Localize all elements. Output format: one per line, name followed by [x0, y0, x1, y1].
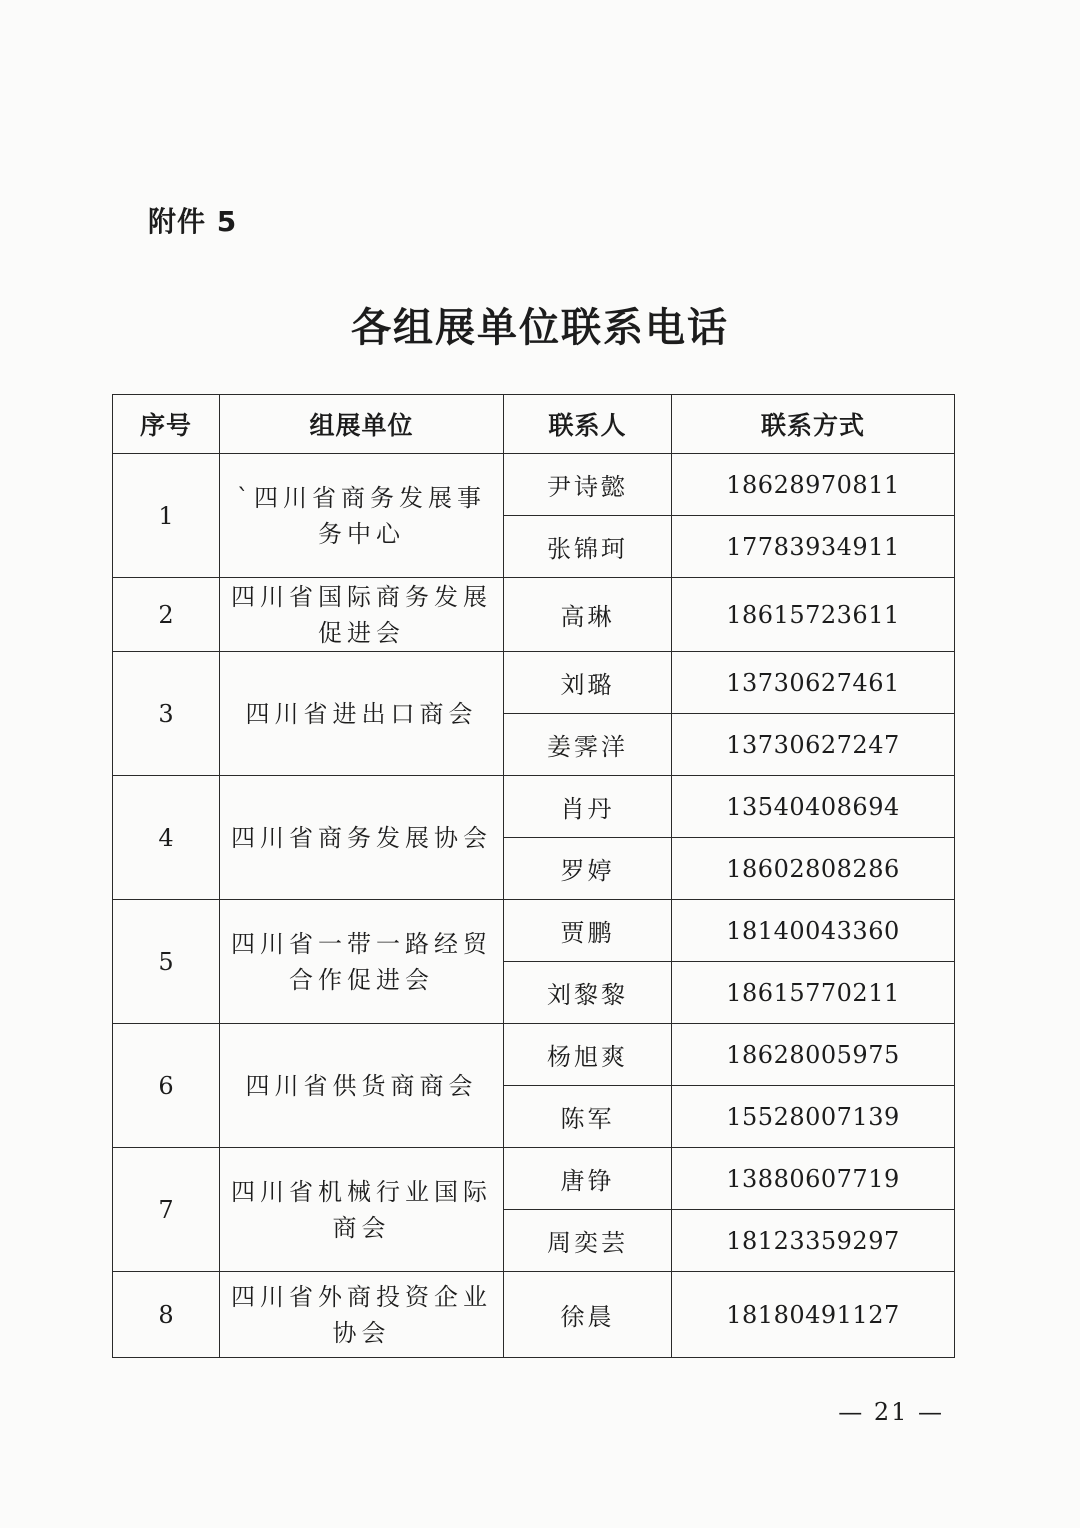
contact-name: 张锦珂 [504, 516, 672, 578]
row-number: 4 [113, 776, 220, 900]
contact-name: 肖丹 [504, 776, 672, 838]
org-name: 四川省机械行业国际商会 [220, 1148, 504, 1272]
row-number: 8 [113, 1272, 220, 1358]
contact-phone: 18602808286 [672, 838, 955, 900]
table-row [113, 652, 955, 714]
org-name: 四川省商务发展协会 [220, 776, 504, 900]
contact-phone: 15528007139 [672, 1086, 955, 1148]
attachment-label: 附件 5 [148, 205, 238, 238]
contact-phone: 18615723611 [672, 578, 955, 652]
header-no: 序号 [113, 395, 220, 454]
contact-name: 周奕芸 [504, 1210, 672, 1272]
table-row [113, 578, 955, 652]
header-contact: 联系人 [504, 395, 672, 454]
org-name: 四川省一带一路经贸合作促进会 [220, 900, 504, 1024]
org-name: 四川省外商投资企业协会 [220, 1272, 504, 1358]
row-number: 7 [113, 1148, 220, 1272]
contact-name: 杨旭爽 [504, 1024, 672, 1086]
contacts-table [112, 394, 955, 1358]
row-number: 2 [113, 578, 220, 652]
contact-name: 陈军 [504, 1086, 672, 1148]
contact-name: 徐晨 [504, 1272, 672, 1358]
page-number: — 21 — [838, 1398, 944, 1426]
contact-name: 刘璐 [504, 652, 672, 714]
row-number: 1 [113, 454, 220, 578]
org-name: 四川省国际商务发展促进会 [220, 578, 504, 652]
table-header-row [113, 395, 955, 454]
contact-name: 尹诗懿 [504, 454, 672, 516]
contact-name: 唐铮 [504, 1148, 672, 1210]
contact-name: 罗婷 [504, 838, 672, 900]
contact-phone: 18123359297 [672, 1210, 955, 1272]
contact-name: 刘黎黎 [504, 962, 672, 1024]
contact-phone: 13540408694 [672, 776, 955, 838]
contact-phone: 18180491127 [672, 1272, 955, 1358]
page-title: 各组展单位联系电话 [351, 305, 729, 351]
contact-phone: 18628970811 [672, 454, 955, 516]
row-number: 3 [113, 652, 220, 776]
table-row [113, 776, 955, 838]
header-org: 组展单位 [220, 395, 504, 454]
row-number: 6 [113, 1024, 220, 1148]
table-row [113, 1148, 955, 1210]
table-body [113, 454, 955, 1358]
contact-phone: 13880607719 [672, 1148, 955, 1210]
contact-name: 贾鹏 [504, 900, 672, 962]
contact-phone: 13730627247 [672, 714, 955, 776]
table-row [113, 900, 955, 962]
contact-phone: 18628005975 [672, 1024, 955, 1086]
header-phone: 联系方式 [672, 395, 955, 454]
contact-phone: 18615770211 [672, 962, 955, 1024]
org-name: `四川省商务发展事务中心 [220, 454, 504, 578]
table-row [113, 1024, 955, 1086]
row-number: 5 [113, 900, 220, 1024]
table-row [113, 454, 955, 516]
table-row [113, 1272, 955, 1358]
org-name: 四川省供货商商会 [220, 1024, 504, 1148]
contact-phone: 13730627461 [672, 652, 955, 714]
contact-phone: 18140043360 [672, 900, 955, 962]
org-name: 四川省进出口商会 [220, 652, 504, 776]
contact-name: 姜霁洋 [504, 714, 672, 776]
contact-name: 高琳 [504, 578, 672, 652]
contact-phone: 17783934911 [672, 516, 955, 578]
